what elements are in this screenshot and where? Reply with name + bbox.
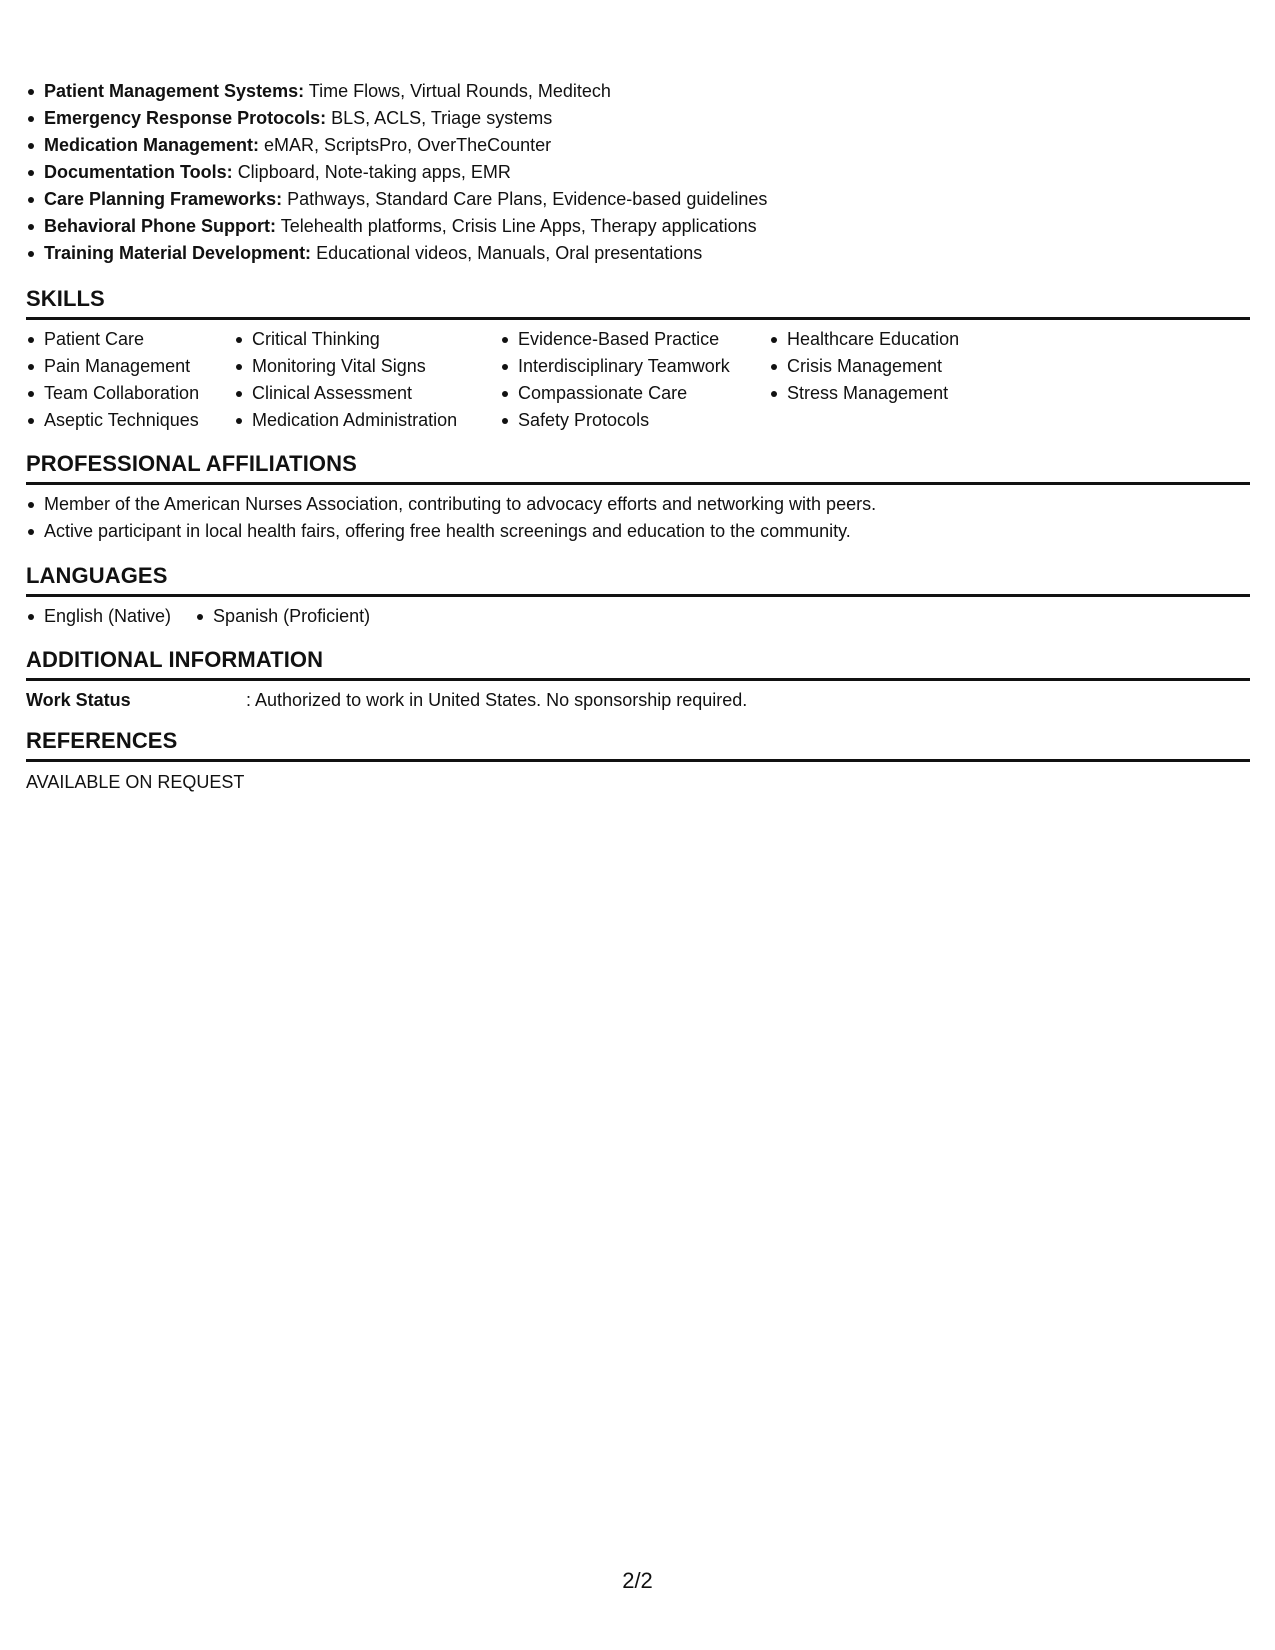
work-status-row <box>26 687 1250 714</box>
skill-item: Evidence-Based Practice <box>500 326 769 353</box>
tool-value: Pathways, Standard Care Plans, Evidence-based guidelines <box>287 189 768 209</box>
tool-value: Telehealth platforms, Crisis Line Apps, Therapy applications <box>280 216 757 236</box>
language-item: Spanish (Proficient) <box>195 603 370 630</box>
skills-column <box>26 326 234 434</box>
skill-item: Compassionate Care <box>500 380 769 407</box>
skills-grid <box>26 326 1250 434</box>
work-status-value: : Authorized to work in United States. No sponsorship required. <box>246 690 748 710</box>
tool-label: Medication Management: <box>44 135 260 155</box>
skills-column <box>769 326 1009 434</box>
skill-item: Pain Management <box>26 353 234 380</box>
list-item: Active participant in local health fairs, offering free health screenings and education to the community. <box>26 518 1250 545</box>
list-item <box>26 213 1250 240</box>
tools-list <box>26 78 1250 267</box>
skills-column <box>500 326 769 434</box>
list-item <box>26 186 1250 213</box>
skill-item: Crisis Management <box>769 353 1009 380</box>
tool-label: Patient Management Systems: <box>44 81 305 101</box>
skill-item: Stress Management <box>769 380 1009 407</box>
skill-item: Team Collaboration <box>26 380 234 407</box>
skill-item: Patient Care <box>26 326 234 353</box>
tool-value: BLS, ACLS, Triage systems <box>331 108 553 128</box>
references-heading: REFERENCES <box>26 728 1250 762</box>
skill-item: Safety Protocols <box>500 407 769 434</box>
skill-item: Healthcare Education <box>769 326 1009 353</box>
tool-value: eMAR, ScriptsPro, OverTheCounter <box>264 135 552 155</box>
references-text: AVAILABLE ON REQUEST <box>26 772 245 792</box>
page-number: 2/2 <box>622 1568 653 1593</box>
list-item <box>26 78 1250 105</box>
tool-label: Emergency Response Protocols: <box>44 108 327 128</box>
tool-value: Time Flows, Virtual Rounds, Meditech <box>308 81 611 101</box>
tool-label: Training Material Development: <box>44 243 312 263</box>
list-item <box>26 132 1250 159</box>
skill-item: Interdisciplinary Teamwork <box>500 353 769 380</box>
resume-page-2 <box>26 78 1250 796</box>
tool-value: Clipboard, Note-taking apps, EMR <box>237 162 511 182</box>
list-item <box>26 240 1250 267</box>
work-status-label: Work Status <box>26 690 131 710</box>
list-item <box>26 105 1250 132</box>
skills-heading: SKILLS <box>26 286 1250 320</box>
skill-item: Critical Thinking <box>234 326 500 353</box>
language-item: English (Native) <box>26 603 171 630</box>
additional-info-heading: ADDITIONAL INFORMATION <box>26 647 1250 681</box>
tool-value: Educational videos, Manuals, Oral presentations <box>316 243 703 263</box>
list-item: Member of the American Nurses Association, contributing to advocacy efforts and networking with peers. <box>26 491 1250 518</box>
skill-item: Clinical Assessment <box>234 380 500 407</box>
affiliations-list <box>26 491 1250 545</box>
skills-column <box>234 326 500 434</box>
tool-label: Care Planning Frameworks: <box>44 189 283 209</box>
languages-list <box>26 603 1250 630</box>
skill-item: Aseptic Techniques <box>26 407 234 434</box>
skill-item: Monitoring Vital Signs <box>234 353 500 380</box>
languages-heading: LANGUAGES <box>26 563 1250 597</box>
skill-item: Medication Administration <box>234 407 500 434</box>
tool-label: Behavioral Phone Support: <box>44 216 277 236</box>
tool-label: Documentation Tools: <box>44 162 233 182</box>
list-item <box>26 159 1250 186</box>
affiliations-heading: PROFESSIONAL AFFILIATIONS <box>26 451 1250 485</box>
